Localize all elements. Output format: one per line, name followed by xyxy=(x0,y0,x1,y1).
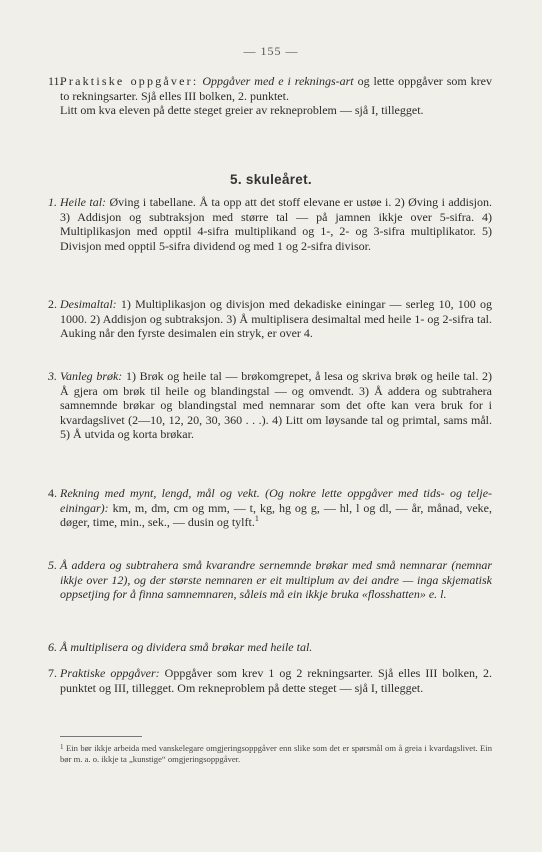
section-heading: 5. skuleåret. xyxy=(230,172,312,187)
item-text: Oppgåver som krev 1 og 2 rekningsarter. Sjå elles III bolken, 2. punktet og III, tillegget. Om rekneproblem på dette steget — sjå I, tillegget. xyxy=(60,666,493,695)
footnote xyxy=(60,742,492,765)
item-7 xyxy=(48,666,493,695)
item-label: Desimaltal: xyxy=(60,297,117,311)
item-label: Vanleg brøk: xyxy=(60,369,123,383)
footnote-number: 1 xyxy=(60,743,64,751)
item-number: 5. xyxy=(48,558,57,572)
item-number: 7. xyxy=(48,666,57,680)
item-label: Rekning med mynt, lengd, mål og vekt. xyxy=(60,486,260,500)
item-label: Praktiske oppgåver: xyxy=(60,666,160,680)
item-number: 11. xyxy=(48,74,63,88)
item-text: og lette oppgåver som krev to rekningsarter. Sjå elles III bolken, 2. punktet. xyxy=(60,74,492,103)
item-text: Øving i tabellane. Å ta opp att det stoff elevane er ustøe i. 2) Øving i addisjon. 3) Addisjon og subtraksjon med større tal — på jamnen ikkje over 5-sifra. 4) Multiplikasjon med opptil 4-sifra multiplikand og 1-, 2- og 3-sifra multiplikator. 5) Divisjon med opptil 5-sifra dividend og med 1 og 2-sifra divisor. xyxy=(60,195,492,253)
footnote-ref: 1 xyxy=(254,514,259,524)
item-6 xyxy=(48,640,492,655)
item-2 xyxy=(48,297,493,341)
item-label: Å multiplisera og dividera små brøkar med heile tal. xyxy=(60,640,313,654)
item-number: 1. xyxy=(48,195,57,209)
footnote-text: Ein bør ikkje arbeida med vanskelegare omgjeringsoppgåver enn slike som det er spørsmål om å greia i kvardagslivet. Ein bør m. a. o. ikkje ta „kunstige“ omgjeringsoppgåver. xyxy=(60,743,492,764)
item-text: 1) Multiplikasjon og divisjon med dekadiske einingar — serleg 10, 100 og 1000. 2) Addisjon og subtraksjon. 3) Å multiplisera desimaltal med heile 1- og 2-sifra tal. Auking når den fyrste desimalen ein stryk, er over 4. xyxy=(60,297,493,341)
item-number: 2. xyxy=(48,297,57,311)
item-text: 1) Brøk og heile tal — brøkomgrepet, å lesa og skriva brøk og heile tal. 2) Å gjera om brøk til heile og blandingstal — og omvendt. 3) Å addera og subtrahera samnemnde brøkar og blandingstal med nemnarar som det ofte kan vera bruk for i kvardagslivet (2—10, 12, 20, 30, 360 . . .). 4) Litt om løysande tal og primtal, sams mål. 5) Å utvida og korta brøkar. xyxy=(60,369,492,442)
item-3 xyxy=(48,369,492,442)
footnote-rule xyxy=(60,736,142,737)
item-label: Praktiske oppgåver: xyxy=(60,74,199,88)
item-11 xyxy=(48,74,492,118)
item-label: Å addera og subtrahera små kvarandre sernemnde brøkar med små nemnarar (nemnar ikkje over 12), og der største nemnaren er eit multiplum av dei andre — inga skjematisk oppsetjing for å finna samnemnaren, såleis må ein ikkje bruka «flosshatten» e. l. xyxy=(60,558,492,602)
item-label: Heile tal: xyxy=(60,195,107,209)
item-italic: Oppgåver med e i reknings-art xyxy=(202,74,354,88)
item-5 xyxy=(48,558,492,602)
item-number: 6. xyxy=(48,640,57,654)
item-4 xyxy=(48,486,493,530)
item-number: 3. xyxy=(48,369,57,383)
item-line2: Litt om kva eleven på dette steget greier av rekneproblem — sjå I, tillegget. xyxy=(60,103,424,118)
item-text: km, m, dm, cm og mm, — t, kg, hg og g, — hl, l og dl, — år, månad, veke, døger, time, min., sek., — dusin og tylft. xyxy=(60,500,492,530)
page-number: — 155 — xyxy=(243,44,299,58)
item-italic: (Og nokre lette oppgåver med tids- og telje-einingar): xyxy=(60,486,493,515)
item-number: 4. xyxy=(48,486,57,500)
item-1 xyxy=(48,195,492,253)
